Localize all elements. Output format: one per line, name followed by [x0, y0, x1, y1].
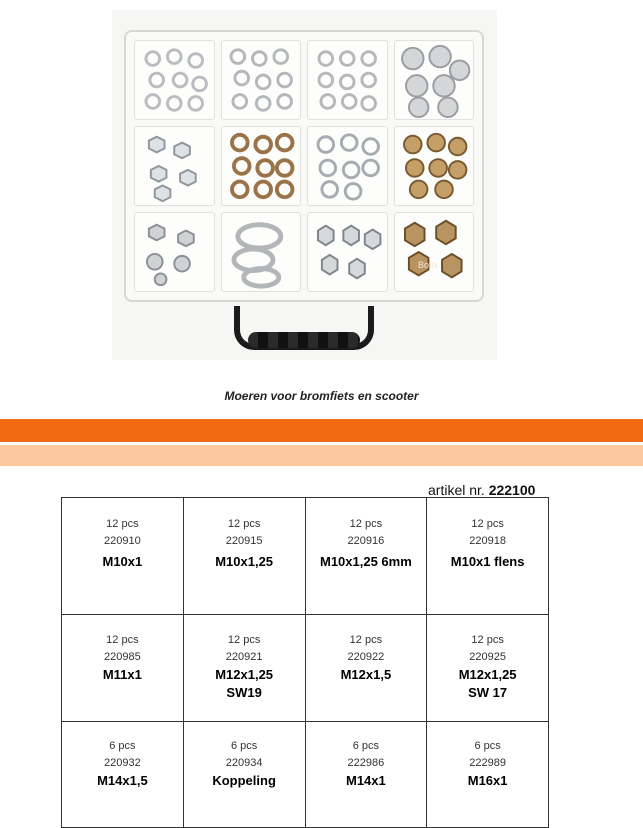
cell-quantity: 6 pcs [352, 740, 380, 752]
case-compartment [134, 126, 215, 206]
cell-code: 220910 [104, 535, 141, 547]
case-compartment [394, 212, 475, 292]
table-row [62, 722, 549, 828]
cell-size: M10x1,25 6mm [319, 554, 412, 569]
article-number [428, 482, 535, 498]
table-row [62, 615, 549, 722]
table-row [62, 498, 549, 615]
cell-quantity: 12 pcs [349, 634, 383, 646]
cell-code: 220934 [225, 757, 263, 769]
assortment-cell [427, 498, 549, 615]
cell-size: M11x1 [102, 667, 142, 682]
case-handle-grip [248, 332, 360, 348]
cell-code: 220916 [347, 535, 385, 547]
cell-code: 220915 [225, 535, 263, 547]
cell-size: M12x1,5 [340, 667, 392, 682]
assortment-cell [62, 615, 184, 722]
accent-band-peach [0, 445, 643, 466]
article-label: artikel nr. [428, 482, 485, 498]
cell-quantity: 12 pcs [471, 634, 504, 646]
cell-code: 220925 [469, 651, 506, 663]
cell-size: M12x1,25 [215, 667, 274, 682]
assortment-cell [183, 722, 305, 828]
cell-quantity: 12 pcs [227, 518, 261, 530]
case-compartment [394, 40, 475, 120]
cell-size: M14x1 [346, 773, 386, 788]
cell-size: Koppeling [212, 773, 276, 788]
assortment-cell [305, 722, 427, 828]
assortment-cell [62, 498, 184, 615]
case-compartment [221, 40, 302, 120]
article-number-value: 222100 [488, 482, 536, 498]
cell-quantity: 6 pcs [474, 740, 501, 752]
cell-code: 222989 [469, 757, 506, 769]
case-compartment [307, 40, 388, 120]
cell-size: M12x1,25 [458, 667, 517, 682]
cell-code: 222986 [347, 757, 385, 769]
case-compartment [221, 212, 302, 292]
cell-code: 220918 [469, 535, 506, 547]
assortment-cell [183, 615, 305, 722]
assortment-cell [62, 722, 184, 828]
assortment-cell [183, 498, 305, 615]
cell-code: 220932 [104, 757, 141, 769]
cell-size-secondary: SW 17 [468, 685, 508, 700]
cell-size: M10x1,25 [215, 554, 274, 569]
cell-code: 220922 [347, 651, 385, 663]
cell-quantity: 6 pcs [230, 740, 258, 752]
cell-code: 220921 [225, 651, 263, 663]
cell-quantity: 12 pcs [227, 634, 261, 646]
assortment-cell [427, 615, 549, 722]
photo-watermark: Bofix [418, 260, 439, 270]
assortment-table [61, 497, 549, 828]
cell-size: M14x1,5 [97, 773, 148, 788]
product-photo [112, 10, 497, 360]
case-compartment [221, 126, 302, 206]
case-compartment [307, 212, 388, 292]
assortment-cell [427, 722, 549, 828]
product-caption: Moeren voor bromfiets en scooter [224, 389, 419, 403]
accent-band-orange [0, 419, 643, 442]
cell-size: M10x1 [102, 554, 143, 569]
cell-quantity: 12 pcs [471, 518, 504, 530]
cell-quantity: 6 pcs [109, 740, 136, 752]
cell-size: M16x1 [467, 773, 508, 788]
cell-quantity: 12 pcs [106, 518, 139, 530]
cell-code: 220985 [104, 651, 141, 663]
cell-size: M10x1 flens [450, 554, 525, 569]
assortment-cell [305, 498, 427, 615]
case-compartment [307, 126, 388, 206]
cell-size-secondary: SW19 [226, 685, 262, 700]
case-compartment [134, 212, 215, 292]
assortment-cell [305, 615, 427, 722]
case-compartment [134, 40, 215, 120]
cell-quantity: 12 pcs [349, 518, 383, 530]
cell-quantity: 12 pcs [106, 634, 139, 646]
case-compartment [394, 126, 475, 206]
